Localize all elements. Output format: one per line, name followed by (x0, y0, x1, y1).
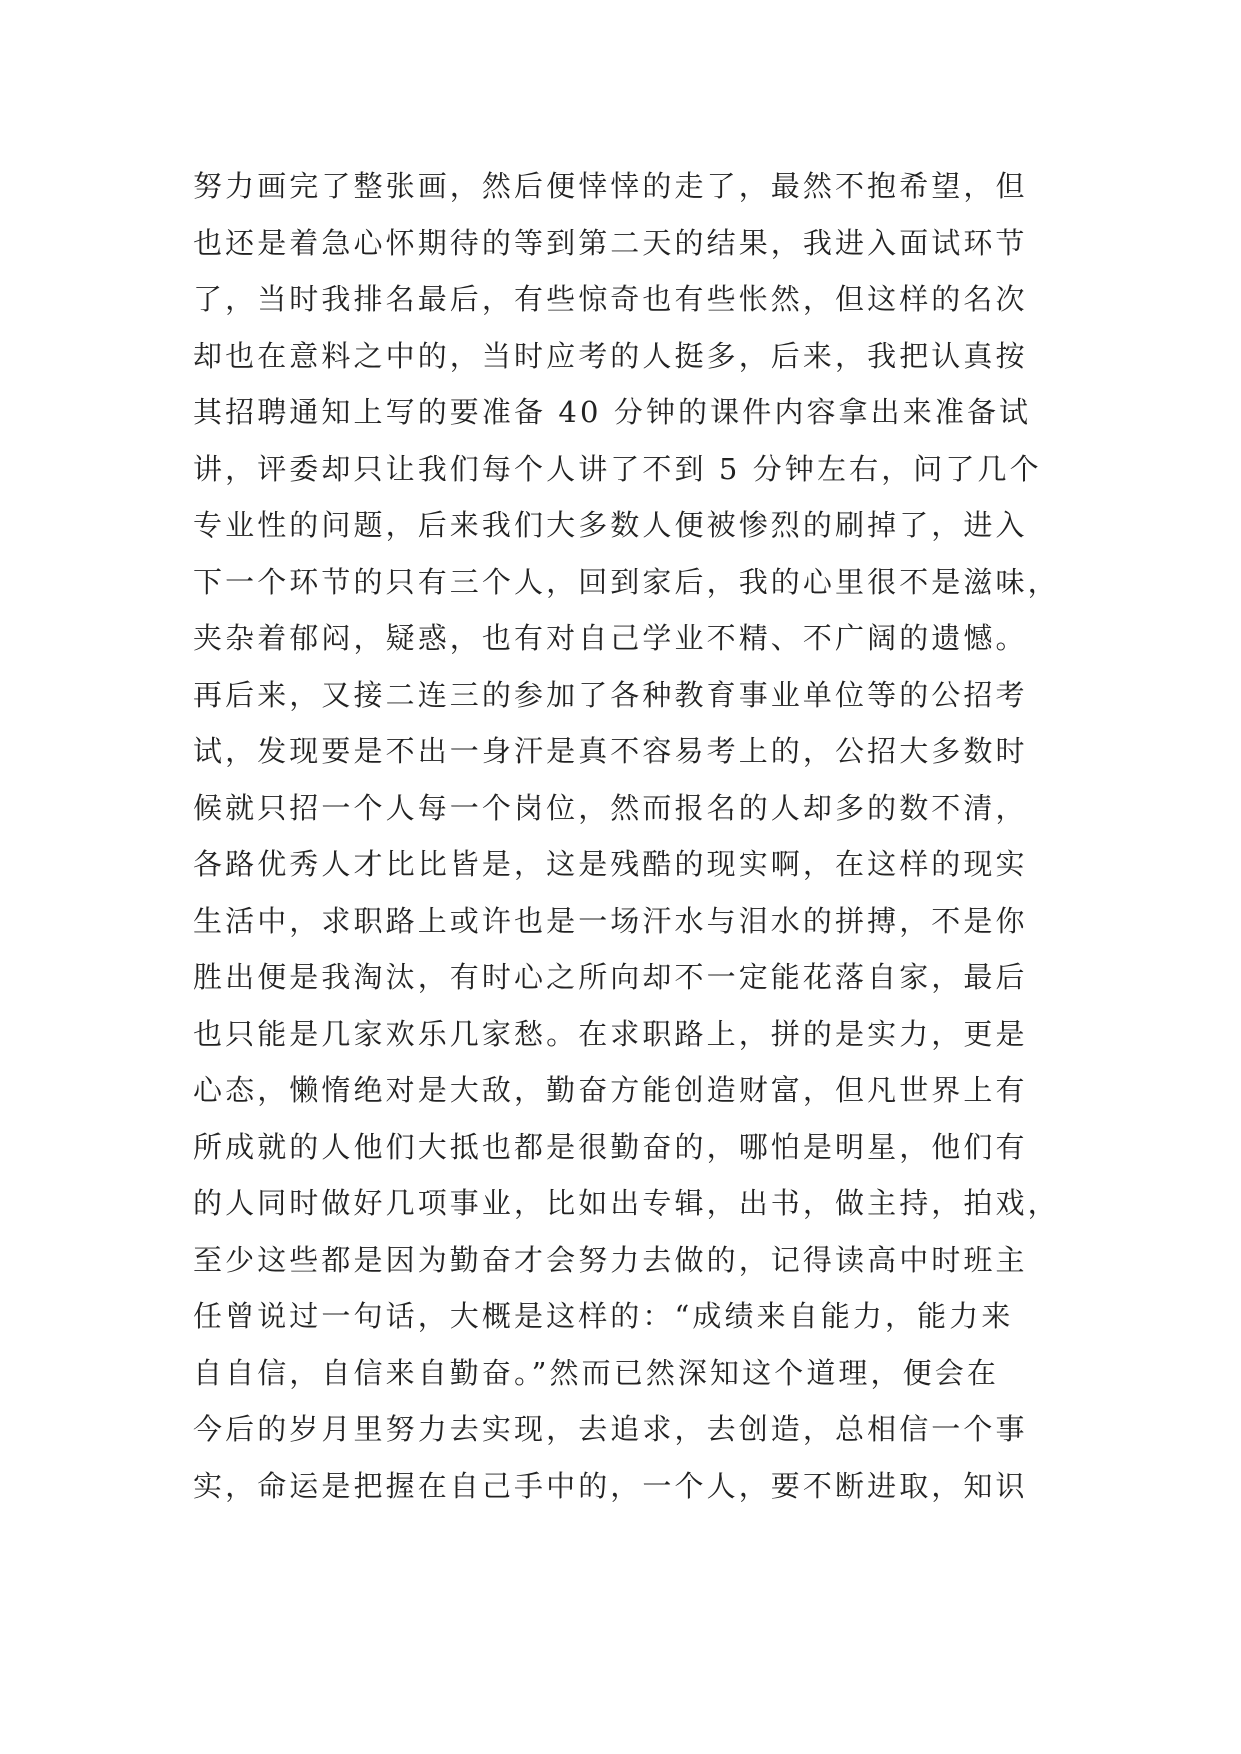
text-line: 至少这些都是因为勤奋才会努力去做的，记得读高中时班主 (193, 1242, 1028, 1277)
text-line: 任曾说过一句话，大概是这样的：“成绩来自能力，能力来 (193, 1299, 1014, 1333)
text-line: 也只能是几家欢乐几家愁。在求职路上，拼的是实力，更是 (193, 1016, 1028, 1051)
text-line: 努力画完了整张画，然后便悻悻的走了，最然不抱希望，但 (193, 169, 1028, 203)
text-line: 实，命运是把握在自己手中的，一个人，要不断进取，知识 (193, 1468, 1028, 1503)
text-line: 再后来，又接二连三的参加了各种教育事业单位等的公招考 (193, 677, 1028, 712)
text-line: 夹杂着郁闷，疑惑，也有对自己学业不精、不广阔的遗憾。 (193, 621, 1028, 655)
text-line: 了，当时我排名最后，有些惊奇也有些怅然，但这样的名次 (193, 282, 1028, 316)
text-line: 的人同时做好几项事业，比如出专辑，出书，做主持，拍戏， (193, 1186, 1060, 1220)
text-line: 其招聘通知上写的要准备 40 分钟的课件内容拿出来准备试 (193, 395, 1032, 429)
body-text (193, 158, 1063, 1514)
text-line: 胜出便是我淘汰，有时心之所向却不一定能花落自家，最后 (193, 960, 1028, 994)
text-line: 讲，评委却只让我们每个人讲了不到 5 分钟左右，问了几个 (193, 451, 1042, 486)
text-line: 专业性的问题，后来我们大多数人便被惨烈的刷掉了，进入 (193, 508, 1028, 542)
text-line: 候就只招一个人每一个岗位，然而报名的人却多的数不清， (193, 790, 1028, 825)
text-line: 今后的岁月里努力去实现，去追求，去创造，总相信一个事 (193, 1412, 1028, 1446)
text-line: 自自信，自信来自勤奋。”然而已然深知这个道理，便会在 (193, 1355, 999, 1390)
text-line: 心态，懒惰绝对是大敌，勤奋方能创造财富，但凡世界上有 (193, 1073, 1028, 1107)
text-line: 却也在意料之中的，当时应考的人挺多，后来，我把认真按 (193, 338, 1028, 373)
text-line: 也还是着急心怀期待的等到第二天的结果，我进入面试环节 (193, 225, 1028, 260)
text-line: 各路优秀人才比比皆是，这是残酷的现实啊，在这样的现实 (193, 847, 1028, 881)
text-line: 试，发现要是不出一身汗是真不容易考上的，公招大多数时 (193, 734, 1028, 768)
text-line: 下一个环节的只有三个人，回到家后，我的心里很不是滋味， (193, 564, 1060, 599)
text-line: 生活中，求职路上或许也是一场汗水与泪水的拼搏，不是你 (193, 903, 1028, 938)
text-line: 所成就的人他们大抵也都是很勤奋的，哪怕是明星，他们有 (193, 1129, 1028, 1164)
